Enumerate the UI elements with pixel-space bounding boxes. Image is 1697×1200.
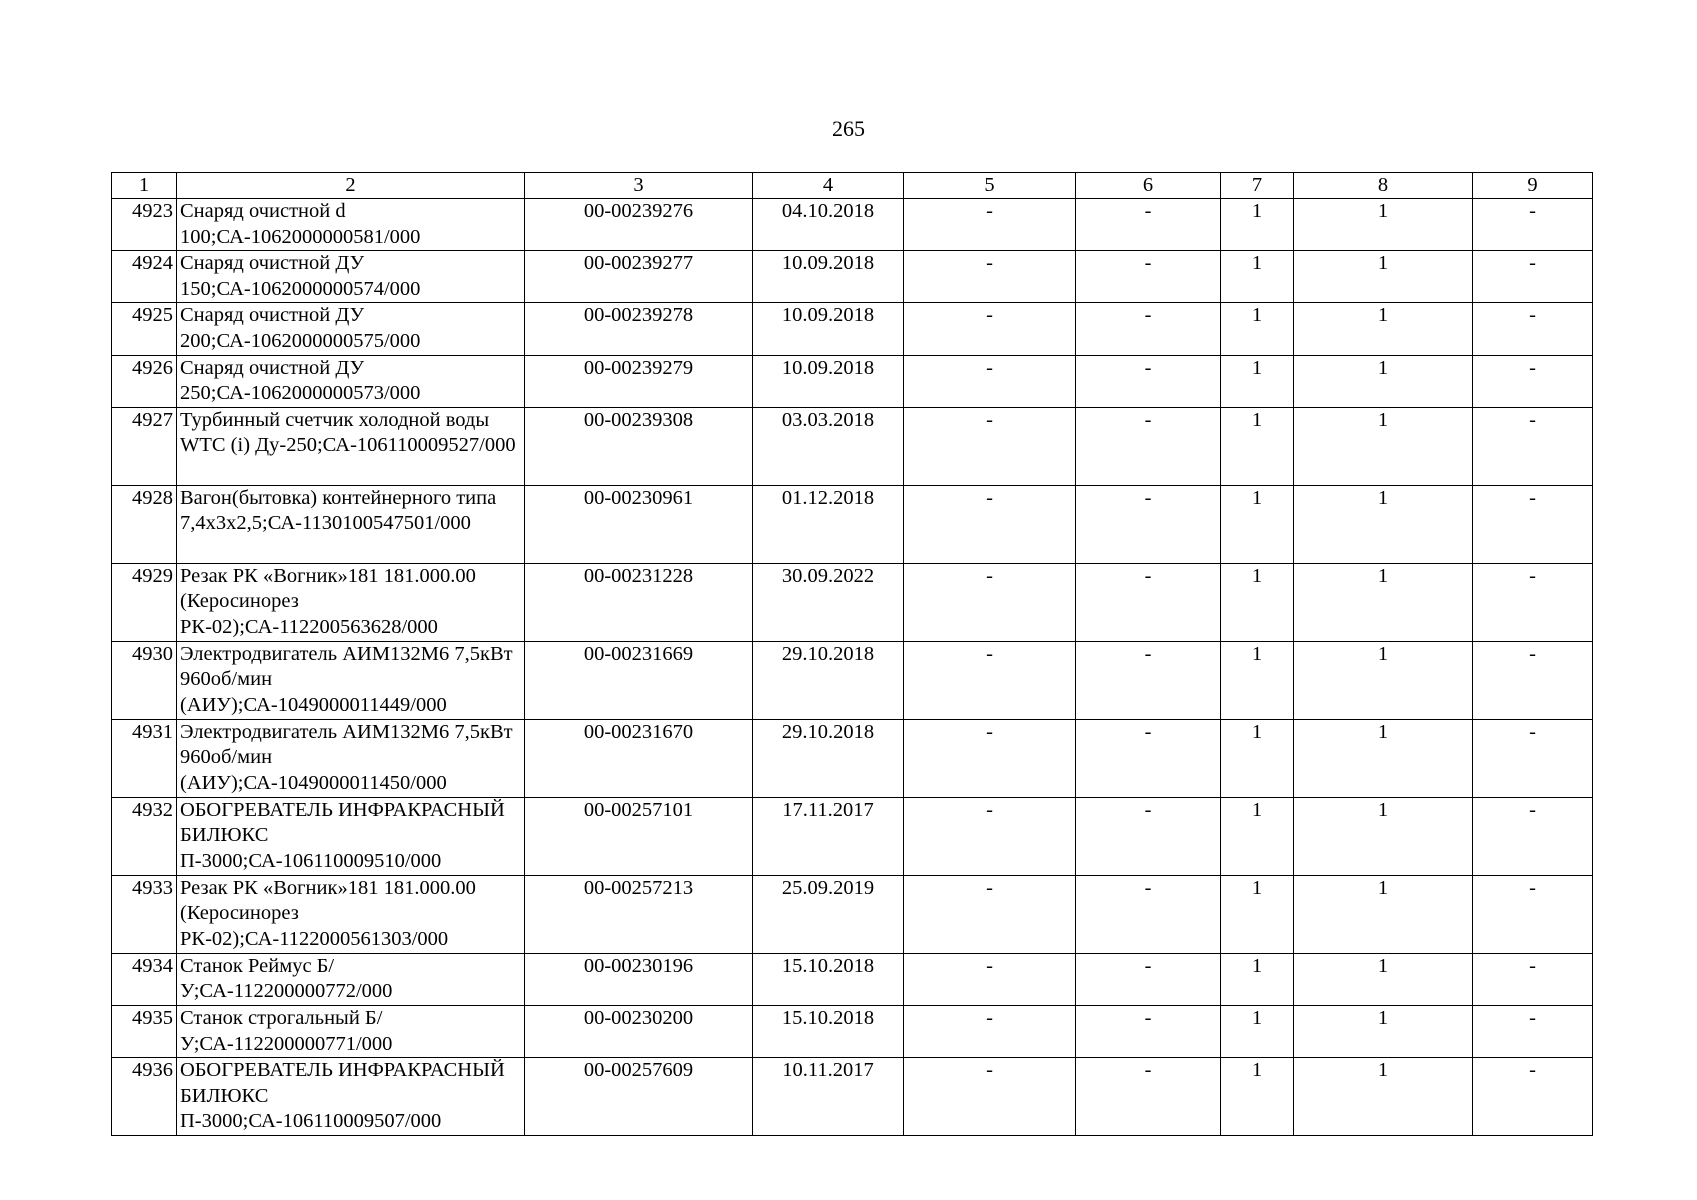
item-name-cell: Снаряд очистной ДУ 200;СА-1062000000575/000 (177, 303, 525, 355)
row-number-cell: 4927 (112, 407, 177, 485)
date-cell: 25.09.2019 (753, 875, 904, 953)
column-8-cell: 1 (1294, 641, 1473, 719)
column-7-cell: 1 (1221, 641, 1294, 719)
item-name-cell: Электродвигатель АИМ132М6 7,5кВт 960об/мин (АИУ);СА-1049000011449/000 (177, 641, 525, 719)
item-name-cell: Станок строгальный Б/У;СА-112200000771/000 (177, 1005, 525, 1057)
column-6-cell: - (1076, 875, 1221, 953)
row-number-cell: 4935 (112, 1005, 177, 1057)
date-cell: 01.12.2018 (753, 485, 904, 563)
item-name-cell: Турбинный счетчик холодной воды WTC (i) Ду-250;СА-106110009527/000 (177, 407, 525, 485)
column-5-cell: - (904, 199, 1076, 251)
column-6-cell: - (1076, 407, 1221, 485)
column-5-cell: - (904, 953, 1076, 1005)
row-number-cell: 4936 (112, 1058, 177, 1136)
table-row (112, 953, 1593, 1005)
row-number-cell: 4931 (112, 719, 177, 797)
inventory-code-cell: 00-00239277 (525, 251, 753, 303)
item-name-cell: Резак РК «Вогник»181 181.000.00 (Керосинорез РК-02);СА-1122000561303/000 (177, 875, 525, 953)
inventory-code-cell: 00-00257609 (525, 1058, 753, 1136)
column-6-cell: - (1076, 719, 1221, 797)
column-8-cell: 1 (1294, 1058, 1473, 1136)
row-number-cell: 4925 (112, 303, 177, 355)
column-6-cell: - (1076, 1005, 1221, 1057)
column-8-cell: 1 (1294, 1005, 1473, 1057)
table-row (112, 641, 1593, 719)
column-header: 3 (525, 173, 753, 199)
column-5-cell: - (904, 1058, 1076, 1136)
column-8-cell: 1 (1294, 199, 1473, 251)
header-row (112, 173, 1593, 199)
column-6-cell: - (1076, 641, 1221, 719)
column-7-cell: 1 (1221, 485, 1294, 563)
asset-register-table (111, 172, 1593, 1136)
inventory-code-cell: 00-00257213 (525, 875, 753, 953)
item-name-cell: Снаряд очистной d 100;СА-1062000000581/000 (177, 199, 525, 251)
table-row (112, 719, 1593, 797)
row-number-cell: 4930 (112, 641, 177, 719)
date-cell: 03.03.2018 (753, 407, 904, 485)
date-cell: 15.10.2018 (753, 953, 904, 1005)
table-row (112, 563, 1593, 641)
column-7-cell: 1 (1221, 1058, 1294, 1136)
column-6-cell: - (1076, 485, 1221, 563)
column-9-cell: - (1473, 407, 1593, 485)
column-header: 6 (1076, 173, 1221, 199)
column-7-cell: 1 (1221, 563, 1294, 641)
column-header: 8 (1294, 173, 1473, 199)
column-9-cell: - (1473, 875, 1593, 953)
table-row (112, 199, 1593, 251)
column-8-cell: 1 (1294, 303, 1473, 355)
table-row (112, 355, 1593, 407)
column-8-cell: 1 (1294, 953, 1473, 1005)
column-9-cell: - (1473, 199, 1593, 251)
date-cell: 10.09.2018 (753, 355, 904, 407)
inventory-code-cell: 00-00239279 (525, 355, 753, 407)
column-7-cell: 1 (1221, 719, 1294, 797)
column-5-cell: - (904, 407, 1076, 485)
column-5-cell: - (904, 485, 1076, 563)
column-5-cell: - (904, 251, 1076, 303)
row-number-cell: 4926 (112, 355, 177, 407)
column-header: 2 (177, 173, 525, 199)
item-name-cell: Снаряд очистной ДУ 250;СА-1062000000573/000 (177, 355, 525, 407)
column-8-cell: 1 (1294, 251, 1473, 303)
date-cell: 29.10.2018 (753, 719, 904, 797)
table-row (112, 251, 1593, 303)
item-name-cell: Вагон(бытовка) контейнерного типа 7,4х3х2,5;СА-1130100547501/000 (177, 485, 525, 563)
column-9-cell: - (1473, 251, 1593, 303)
column-6-cell: - (1076, 199, 1221, 251)
row-number-cell: 4923 (112, 199, 177, 251)
column-6-cell: - (1076, 953, 1221, 1005)
date-cell: 17.11.2017 (753, 797, 904, 875)
page-number: 265 (832, 116, 865, 141)
column-5-cell: - (904, 797, 1076, 875)
column-5-cell: - (904, 303, 1076, 355)
inventory-code-cell: 00-00239278 (525, 303, 753, 355)
item-name-cell: Резак РК «Вогник»181 181.000.00 (Керосинорез РК-02);СА-112200563628/000 (177, 563, 525, 641)
item-name-cell: Электродвигатель АИМ132М6 7,5кВт 960об/мин (АИУ);СА-1049000011450/000 (177, 719, 525, 797)
column-9-cell: - (1473, 355, 1593, 407)
column-6-cell: - (1076, 797, 1221, 875)
inventory-code-cell: 00-00239308 (525, 407, 753, 485)
column-8-cell: 1 (1294, 355, 1473, 407)
inventory-code-cell: 00-00231670 (525, 719, 753, 797)
table-row (112, 1058, 1593, 1136)
row-number-cell: 4932 (112, 797, 177, 875)
inventory-code-cell: 00-00231669 (525, 641, 753, 719)
column-7-cell: 1 (1221, 797, 1294, 875)
column-7-cell: 1 (1221, 953, 1294, 1005)
column-7-cell: 1 (1221, 1005, 1294, 1057)
column-6-cell: - (1076, 1058, 1221, 1136)
column-6-cell: - (1076, 355, 1221, 407)
column-9-cell: - (1473, 1058, 1593, 1136)
column-5-cell: - (904, 1005, 1076, 1057)
date-cell: 15.10.2018 (753, 1005, 904, 1057)
column-header: 5 (904, 173, 1076, 199)
date-cell: 10.09.2018 (753, 251, 904, 303)
row-number-cell: 4928 (112, 485, 177, 563)
column-9-cell: - (1473, 641, 1593, 719)
item-name-cell: Снаряд очистной ДУ 150;СА-1062000000574/000 (177, 251, 525, 303)
table-row (112, 875, 1593, 953)
item-name-cell: ОБОГРЕВАТЕЛЬ ИНФРАКРАСНЫЙ БИЛЮКС П-3000;СА-106110009507/000 (177, 1058, 525, 1136)
date-cell: 04.10.2018 (753, 199, 904, 251)
table-row (112, 1005, 1593, 1057)
inventory-code-cell: 00-00230200 (525, 1005, 753, 1057)
column-header: 7 (1221, 173, 1294, 199)
row-number-cell: 4929 (112, 563, 177, 641)
date-cell: 30.09.2022 (753, 563, 904, 641)
column-8-cell: 1 (1294, 407, 1473, 485)
column-6-cell: - (1076, 303, 1221, 355)
table-row (112, 407, 1593, 485)
column-9-cell: - (1473, 797, 1593, 875)
column-8-cell: 1 (1294, 797, 1473, 875)
column-header: 4 (753, 173, 904, 199)
column-5-cell: - (904, 641, 1076, 719)
column-7-cell: 1 (1221, 355, 1294, 407)
row-number-cell: 4934 (112, 953, 177, 1005)
column-7-cell: 1 (1221, 875, 1294, 953)
item-name-cell: Станок Реймус Б/У;СА-112200000772/000 (177, 953, 525, 1005)
table-body (112, 199, 1593, 1136)
table-row (112, 797, 1593, 875)
inventory-code-cell: 00-00230961 (525, 485, 753, 563)
column-8-cell: 1 (1294, 563, 1473, 641)
column-header: 1 (112, 173, 177, 199)
column-8-cell: 1 (1294, 875, 1473, 953)
row-number-cell: 4924 (112, 251, 177, 303)
column-6-cell: - (1076, 563, 1221, 641)
date-cell: 29.10.2018 (753, 641, 904, 719)
table-row (112, 485, 1593, 563)
column-9-cell: - (1473, 953, 1593, 1005)
column-5-cell: - (904, 355, 1076, 407)
table-row (112, 303, 1593, 355)
column-7-cell: 1 (1221, 303, 1294, 355)
column-header: 9 (1473, 173, 1593, 199)
row-number-cell: 4933 (112, 875, 177, 953)
column-6-cell: - (1076, 251, 1221, 303)
inventory-code-cell: 00-00257101 (525, 797, 753, 875)
column-9-cell: - (1473, 563, 1593, 641)
column-7-cell: 1 (1221, 251, 1294, 303)
column-9-cell: - (1473, 485, 1593, 563)
column-9-cell: - (1473, 1005, 1593, 1057)
inventory-code-cell: 00-00231228 (525, 563, 753, 641)
column-5-cell: - (904, 875, 1076, 953)
column-5-cell: - (904, 563, 1076, 641)
date-cell: 10.11.2017 (753, 1058, 904, 1136)
column-9-cell: - (1473, 719, 1593, 797)
column-8-cell: 1 (1294, 719, 1473, 797)
inventory-code-cell: 00-00239276 (525, 199, 753, 251)
column-5-cell: - (904, 719, 1076, 797)
item-name-cell: ОБОГРЕВАТЕЛЬ ИНФРАКРАСНЫЙ БИЛЮКС П-3000;СА-106110009510/000 (177, 797, 525, 875)
column-8-cell: 1 (1294, 485, 1473, 563)
inventory-code-cell: 00-00230196 (525, 953, 753, 1005)
column-7-cell: 1 (1221, 407, 1294, 485)
column-7-cell: 1 (1221, 199, 1294, 251)
column-9-cell: - (1473, 303, 1593, 355)
date-cell: 10.09.2018 (753, 303, 904, 355)
